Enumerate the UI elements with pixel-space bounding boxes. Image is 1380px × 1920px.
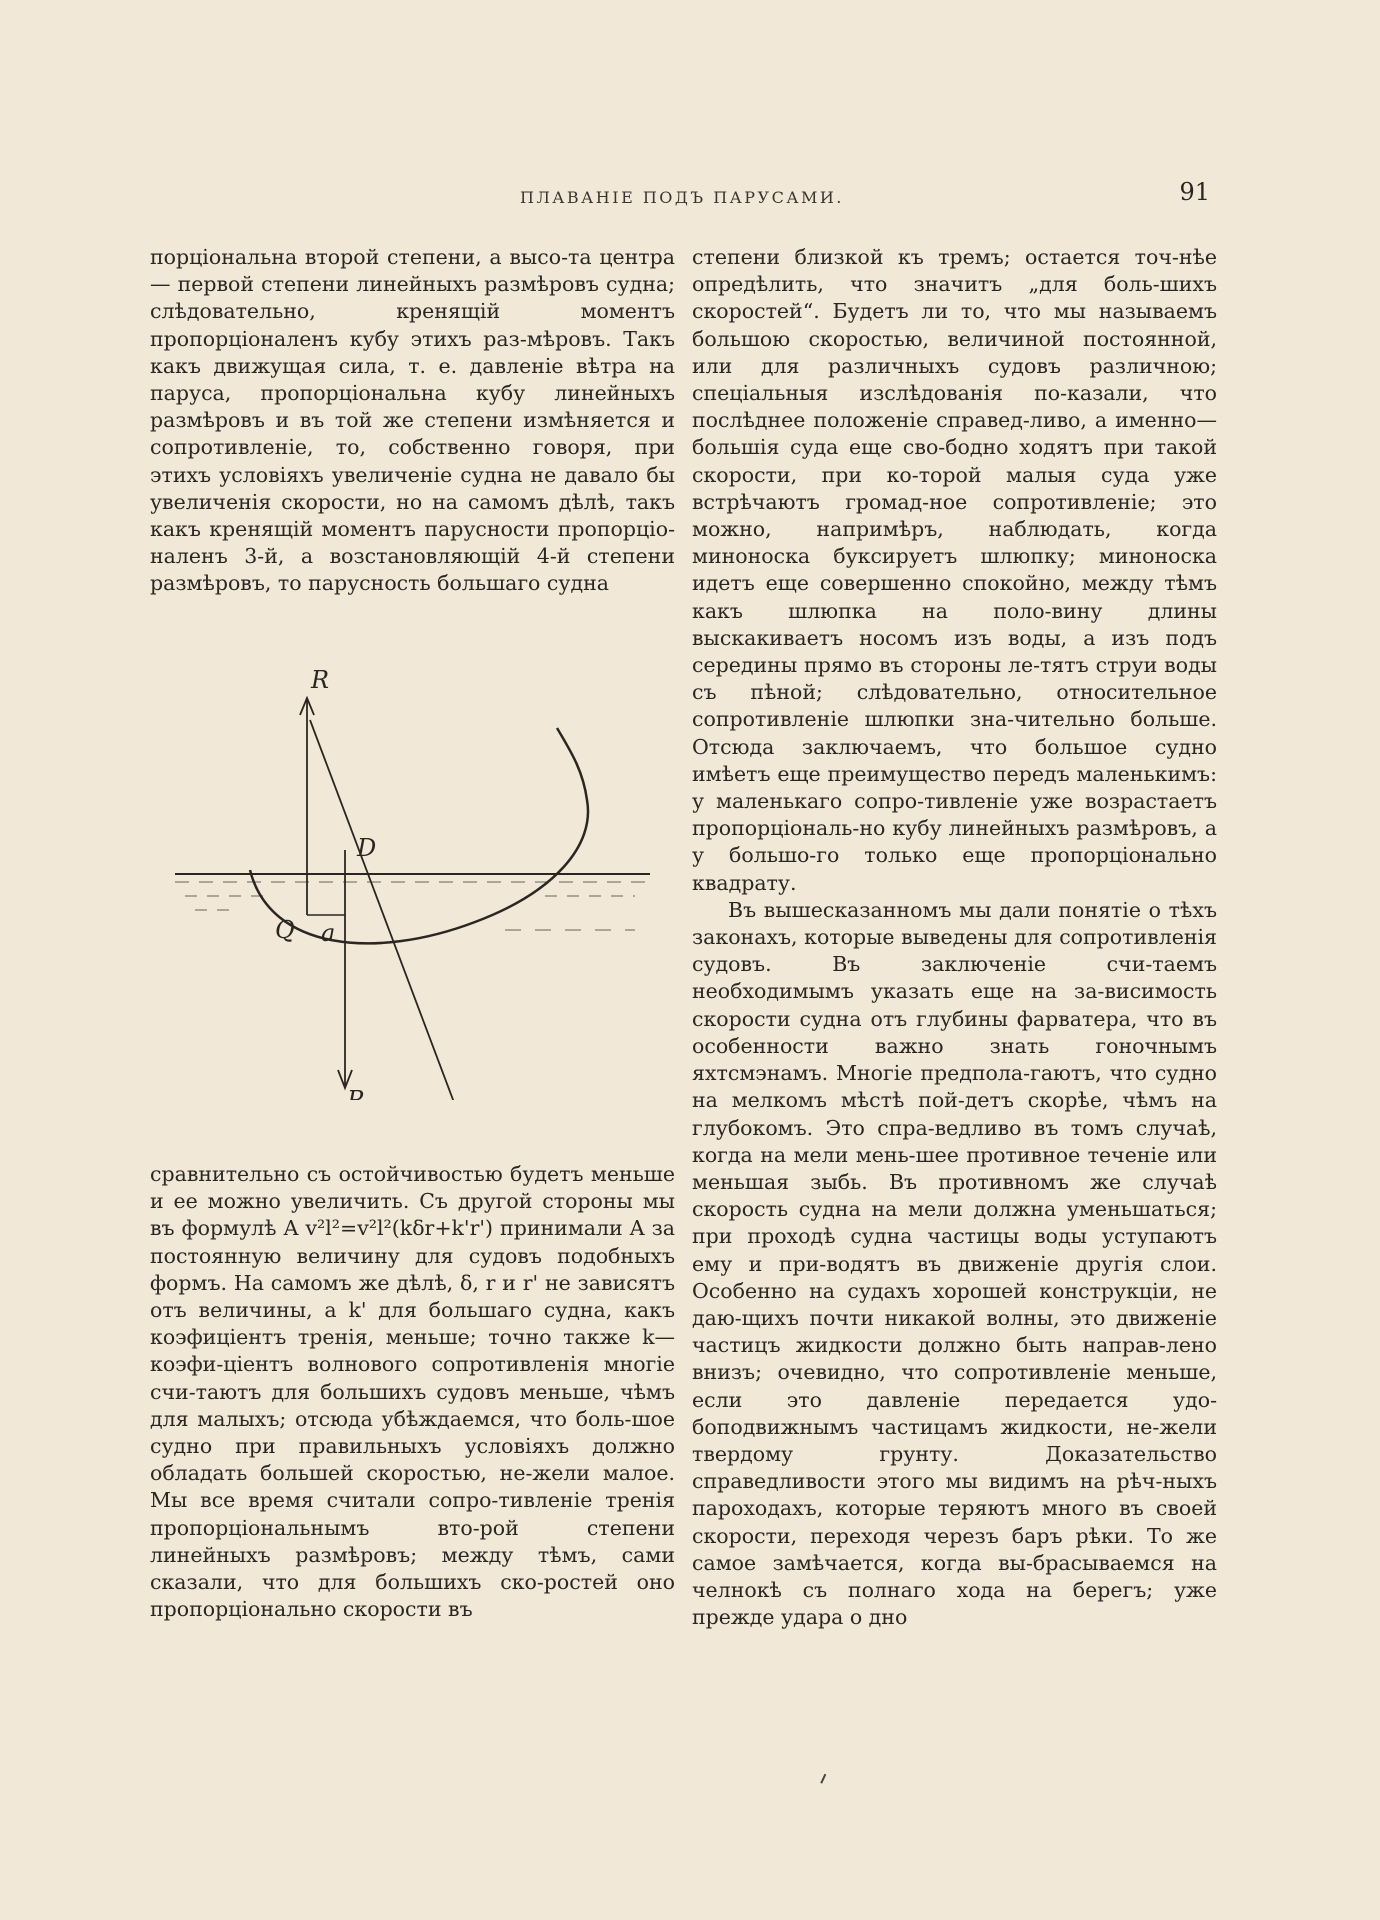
label-d: D <box>357 834 377 862</box>
page-header <box>150 178 1210 220</box>
ink-mark <box>820 1774 831 1786</box>
inclined-line <box>310 720 455 1100</box>
diagram-svg <box>175 660 655 1100</box>
paragraph: порціональна второй степени, а высо-та центра — первой степени линейныхъ размѣровъ судна; слѣдовательно, кренящій моментъ пропорціоналенъ кубу этихъ раз-мѣровъ. Такъ какъ движущая сила, т. е. давленіе вѣтра на паруса, пропорціональна кубу линейныхъ размѣровъ и въ той же степени измѣняется и сопротивленіе, то, собственно говоря, при этихъ условіяхъ увеличеніе судна не давало бы увеличенія скорости, но на самомъ дѣлѣ, такъ какъ кренящій моментъ парусности пропорціо-наленъ 3-й, а возстановляющій 4-й степени размѣровъ, то парусность большаго судна <box>150 245 675 596</box>
paragraph: степени близкой къ тремъ; остается точ-нѣе опредѣлить, что значитъ „для боль-шихъ скоростей“. Будетъ ли то, что мы называемъ большою скоростью, величиной постоянной, или для различныхъ судовъ различною; спеціальныя изслѣдованія по-казали, что послѣднее положеніе справед-ливо, а именно—большія суда еще сво-бодно ходятъ при такой скорости, при ко-торой малыя суда уже встрѣчаютъ громад-ное сопротивленіе; это можно, напримѣръ, наблюдать, когда миноноска буксируетъ шлюпку; миноноска идетъ еще совершенно спокойно, между тѣмъ какъ шлюпка на поло-вину длины выскакиваетъ носомъ изъ воды, а изъ подъ середины прямо въ стороны ле-тятъ струи воды съ пѣной; слѣдовательно, относительное сопротивленіе шлюпки зна-чительно больше. Отсюда заключаемъ, что большое судно имѣетъ еще преимущество передъ маленькимъ: у маленькаго сопро-тивленіе уже возрастаетъ пропорціональ-но кубу линейныхъ размѣровъ, а у большо-го только еще пропорціонально квадрату. <box>692 245 1217 895</box>
hull-heel-diagram <box>175 660 655 1100</box>
page-number: 91 <box>1179 178 1210 206</box>
label-r: R <box>311 666 330 694</box>
paragraph: Въ вышесказанномъ мы дали понятіе о тѣхъ законахъ, которые выведены для сопротивленія судовъ. Въ заключеніе счи-таемъ необходимымъ указать еще на за-висимость скорости судна отъ глубины фарватера, что въ особенности важно знать гоночнымъ яхтсмэнамъ. Многіе предпола-гаютъ, что судно на мелкомъ мѣстѣ пой-детъ скорѣе, чѣмъ на глубокомъ. Это спра-ведливо въ томъ случаѣ, когда на мели мень-шее противное теченіе или меньшая зыбь. Въ противномъ же случаѣ скорость судна на мели должна уменьшаться; при проходѣ судна частицы воды уступаютъ ему и при-водятъ въ движеніе другія слои. Особенно на судахъ хорошей конструкціи, не даю-щихъ почти никакой волны, это движеніе частицъ жидкости должно быть направ-лено внизъ; очевидно, что сопротивленіе меньше, если это давленіе передается удо-боподвижнымъ частицамъ жидкости, не-жели твердому грунту. Доказательство справедливости этого мы видимъ на рѣч-ныхъ пароходахъ, которые теряютъ много въ своей скорости, переходя черезъ баръ рѣки. То же самое замѣчается, когда вы-брасываемся на челнокѣ съ полнаго хода на берегъ; уже прежде удара о дно <box>692 897 1217 1630</box>
running-head: ПЛАВАНІЕ ПОДЪ ПАРУСАМИ. <box>520 188 844 207</box>
hull-section <box>250 728 588 943</box>
label-a: a <box>321 919 336 947</box>
paragraph: сравнительно съ остойчивостью будетъ меньше и ее можно увеличить. Съ другой стороны мы въ формулѣ A v²l²=v²l²(kδr+k'r') принимали A за постоянную величину для судовъ подобныхъ формъ. На самомъ же дѣлѣ, δ, r и r' не зависятъ отъ величины, а k' для большаго судна, какъ коэфиціентъ тренія, меньше; точно также k—коэфи-ціентъ волнового сопротивленія многіе счи-таютъ для большихъ судовъ меньше, чѣмъ для малыхъ; отсюда убѣждаемся, что боль-шое судно при правильныхъ условіяхъ должно обладать большей скоростью, не-жели малое. Мы все время считали сопро-тивленіе тренія пропорціональнымъ вто-рой степени линейныхъ размѣровъ; между тѣмъ, сами сказали, что для большихъ ско-ростей оно пропорціонально скорости въ <box>150 1162 675 1622</box>
right-column <box>692 244 1217 1676</box>
label-p: P <box>347 1086 364 1100</box>
left-column-top <box>150 244 675 624</box>
left-column-bottom <box>150 1161 675 1676</box>
label-q: Q <box>275 916 295 944</box>
